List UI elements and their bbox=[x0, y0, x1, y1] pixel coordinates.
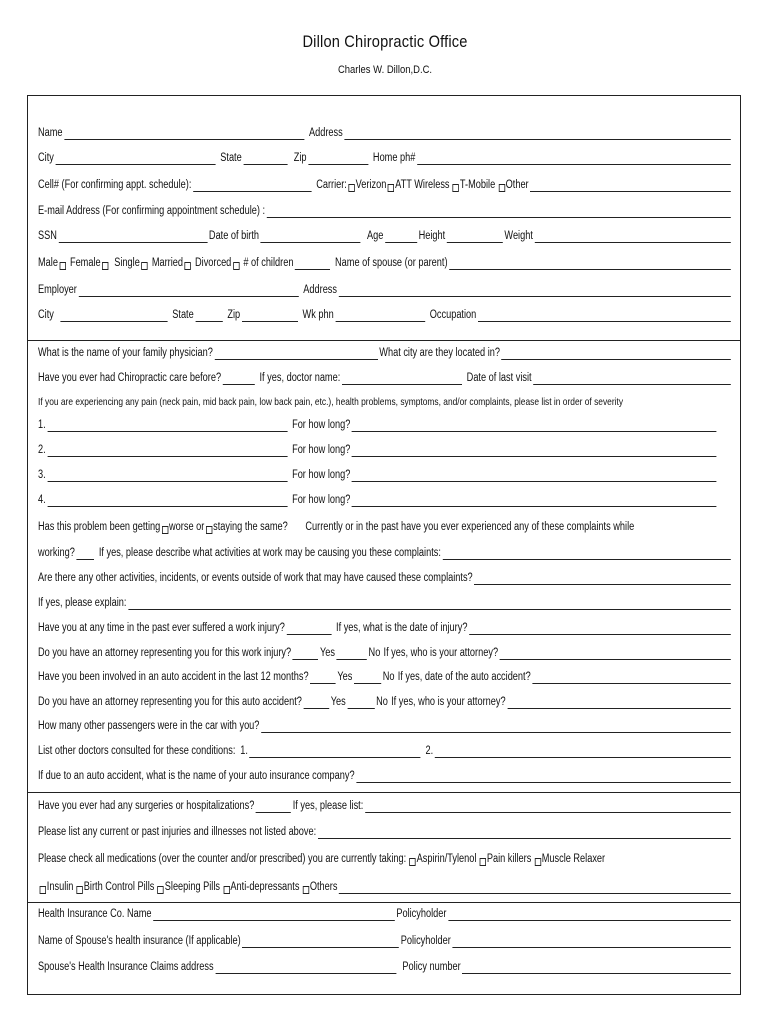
pain-instructions: If you are experiencing any pain (neck pain, mid back pain, low back pain, etc.), health problems, symptoms, and/or complaints, please list in order of severity bbox=[38, 396, 624, 408]
children-field[interactable] bbox=[295, 258, 330, 270]
complaint-1-field[interactable] bbox=[47, 420, 287, 432]
verizon-checkbox[interactable] bbox=[348, 184, 354, 192]
birth-control-checkbox[interactable] bbox=[77, 886, 83, 894]
label-working: working? bbox=[38, 547, 75, 559]
label-city: City bbox=[38, 152, 54, 164]
surgeries-list-field[interactable] bbox=[365, 801, 731, 813]
policy-number-field[interactable] bbox=[462, 962, 730, 974]
divider-2 bbox=[28, 792, 740, 793]
work-phone-field[interactable] bbox=[335, 310, 425, 322]
label-surgeries: Have you ever had any surgeries or hospitalizations? bbox=[38, 800, 255, 812]
dob-field[interactable] bbox=[261, 231, 361, 243]
who-attorney-work-field[interactable] bbox=[500, 648, 731, 660]
row-ssn-dob bbox=[38, 227, 732, 243]
row-explain bbox=[38, 594, 732, 610]
row-attorney-work bbox=[38, 644, 732, 660]
divorced-checkbox[interactable] bbox=[233, 262, 239, 270]
label-age: Age bbox=[367, 230, 384, 242]
form-title: Dillon Chiropractic Office bbox=[302, 32, 468, 51]
label-dob: Date of birth bbox=[208, 230, 260, 242]
label-physician-city: What city are they located in? bbox=[379, 347, 500, 359]
label-other-doctor-1: 1. bbox=[240, 745, 248, 757]
employer-city-field[interactable] bbox=[60, 310, 167, 322]
email-field[interactable] bbox=[267, 206, 731, 218]
complaint-3-field[interactable] bbox=[47, 470, 287, 482]
row-surgeries bbox=[38, 797, 732, 813]
label-other-doctor-2: 2. bbox=[425, 745, 434, 757]
label-female: Female bbox=[69, 257, 101, 269]
label-zip: Zip bbox=[293, 152, 307, 164]
label-medications: Please check all medications (over the counter and/or prescribed) you are currently taking: bbox=[38, 853, 407, 865]
label-explain: If yes, please explain: bbox=[38, 597, 127, 609]
label-att: ATT Wireless bbox=[395, 179, 450, 191]
label-passengers: How many other passengers were in the car with you? bbox=[38, 720, 260, 732]
form-subtitle: Charles W. Dillon,D.C. bbox=[337, 64, 433, 76]
antidepressants-checkbox[interactable] bbox=[223, 886, 229, 894]
same-checkbox[interactable] bbox=[206, 526, 212, 534]
label-married: Married bbox=[151, 257, 183, 269]
label-pain-killers: Pain killers bbox=[486, 853, 532, 865]
how-long-4-field[interactable] bbox=[352, 495, 716, 507]
label-employer-city: City bbox=[38, 309, 54, 321]
label-work-injury: Have you at any time in the past ever suffered a work injury? bbox=[38, 622, 285, 634]
attorney-auto-no-field[interactable] bbox=[347, 697, 374, 709]
row-complaint-2 bbox=[38, 441, 732, 457]
spouse-field[interactable] bbox=[449, 258, 730, 270]
label-how-long-2: For how long? bbox=[292, 444, 351, 456]
others-checkbox[interactable] bbox=[303, 886, 309, 894]
label-claims-address: Spouse's Health Insurance Claims address bbox=[38, 961, 214, 973]
aspirin-checkbox[interactable] bbox=[409, 858, 415, 866]
label-divorced: Divorced bbox=[195, 257, 232, 269]
row-spouse-insurance bbox=[38, 932, 732, 948]
label-aspirin: Aspirin/Tylenol bbox=[416, 853, 477, 865]
label-height: Height bbox=[418, 230, 446, 242]
physician-field[interactable] bbox=[214, 348, 377, 360]
weight-field[interactable] bbox=[535, 231, 731, 243]
auto-accident-yes-field[interactable] bbox=[310, 672, 336, 684]
row-other-activities bbox=[38, 569, 732, 585]
row-chiro-before bbox=[38, 369, 732, 385]
label-occupation: Occupation bbox=[429, 309, 477, 321]
label-attorney-auto-yes: Yes bbox=[330, 696, 346, 708]
label-children: # of children bbox=[243, 257, 294, 269]
policyholder-1-field[interactable] bbox=[448, 909, 730, 921]
label-complaint-4: 4. bbox=[38, 494, 46, 506]
tmobile-checkbox[interactable] bbox=[453, 184, 459, 192]
employer-address-field[interactable] bbox=[339, 285, 731, 297]
row-employer-city bbox=[38, 306, 732, 322]
married-checkbox[interactable] bbox=[185, 262, 191, 270]
label-sleeping-pills: Sleeping Pills bbox=[164, 881, 220, 893]
row-problem-getting bbox=[38, 518, 732, 534]
row-cell-carrier bbox=[38, 176, 732, 192]
label-complaint-2: 2. bbox=[38, 444, 46, 456]
how-long-3-field[interactable] bbox=[352, 470, 716, 482]
policyholder-2-field[interactable] bbox=[452, 936, 730, 948]
label-currently-past: Currently or in the past have you ever experienced any of these complaints while bbox=[305, 521, 635, 533]
other-carrier-checkbox[interactable] bbox=[498, 184, 504, 192]
row-medications-2 bbox=[38, 878, 732, 894]
label-how-long-1: For how long? bbox=[292, 419, 351, 431]
row-claims-address bbox=[38, 958, 732, 974]
row-health-insurance bbox=[38, 905, 732, 921]
label-doctor-name: If yes, doctor name: bbox=[259, 372, 341, 384]
label-verizon: Verizon bbox=[355, 179, 387, 191]
label-ssn: SSN bbox=[38, 230, 57, 242]
cell-field[interactable] bbox=[193, 180, 311, 192]
spouse-insurance-field[interactable] bbox=[242, 936, 399, 948]
label-carrier: Carrier: bbox=[316, 179, 347, 191]
attorney-work-yes-field[interactable] bbox=[293, 648, 319, 660]
label-attorney-work: Do you have an attorney representing you for this work injury? bbox=[38, 647, 292, 659]
divider-1 bbox=[28, 340, 740, 341]
auto-accident-no-field[interactable] bbox=[354, 672, 381, 684]
state-field[interactable] bbox=[243, 153, 287, 165]
ssn-field[interactable] bbox=[59, 231, 208, 243]
zip-field[interactable] bbox=[308, 153, 368, 165]
divider-3 bbox=[28, 902, 740, 903]
row-injuries bbox=[38, 823, 732, 839]
label-other-activities: Are there any other activities, incidents, or events outside of work that may have caused these complaints? bbox=[38, 572, 473, 584]
row-pain-intro bbox=[38, 393, 732, 409]
address-field[interactable] bbox=[344, 128, 730, 140]
row-working bbox=[38, 544, 732, 560]
row-work-injury bbox=[38, 619, 732, 635]
label-name: Name bbox=[38, 127, 63, 139]
intake-form bbox=[27, 95, 741, 995]
complaint-4-field[interactable] bbox=[47, 495, 287, 507]
label-weight: Weight bbox=[504, 230, 533, 242]
label-employer-address: Address bbox=[303, 284, 338, 296]
insulin-checkbox[interactable] bbox=[40, 886, 46, 894]
label-health-insurance: Health Insurance Co. Name bbox=[38, 908, 152, 920]
label-work-activities: If yes, please describe what activities at work may be causing you these complaints: bbox=[98, 547, 441, 559]
label-complaint-3: 3. bbox=[38, 469, 46, 481]
label-others: Others bbox=[309, 881, 338, 893]
att-checkbox[interactable] bbox=[388, 184, 394, 192]
label-chiro-before: Have you ever had Chiropractic care before? bbox=[38, 372, 222, 384]
employer-state-field[interactable] bbox=[195, 310, 222, 322]
label-auto-accident-yes: Yes bbox=[337, 671, 353, 683]
label-attorney-work-no: No bbox=[368, 647, 381, 659]
label-employer-zip: Zip bbox=[227, 309, 241, 321]
label-who-attorney-work: If yes, who is your attorney? bbox=[383, 647, 499, 659]
working-field[interactable] bbox=[76, 548, 94, 560]
single-checkbox[interactable] bbox=[141, 262, 147, 270]
label-last-visit: Date of last visit bbox=[466, 372, 532, 384]
label-male: Male bbox=[38, 257, 58, 269]
sleeping-pills-checkbox[interactable] bbox=[158, 886, 164, 894]
other-doctor-1-field[interactable] bbox=[249, 746, 420, 758]
row-medications bbox=[38, 850, 732, 866]
label-policyholder-1: Policyholder bbox=[396, 908, 447, 920]
employer-field[interactable] bbox=[78, 285, 298, 297]
label-employer: Employer bbox=[38, 284, 77, 296]
complaint-2-field[interactable] bbox=[47, 445, 287, 457]
row-auto-insurance bbox=[38, 767, 732, 783]
age-field[interactable] bbox=[385, 231, 417, 243]
row-email bbox=[38, 202, 732, 218]
injury-date-field[interactable] bbox=[469, 623, 730, 635]
attorney-auto-yes-field[interactable] bbox=[304, 697, 330, 709]
how-long-1-field[interactable] bbox=[352, 420, 716, 432]
row-attorney-auto bbox=[38, 693, 732, 709]
label-employer-state: State bbox=[172, 309, 194, 321]
label-who-attorney-auto: If yes, who is your attorney? bbox=[391, 696, 506, 708]
row-auto-accident bbox=[38, 668, 732, 684]
label-please-list: If yes, please list: bbox=[292, 800, 364, 812]
label-spouse-insurance: Name of Spouse's health insurance (If applicable) bbox=[38, 935, 241, 947]
label-address: Address bbox=[308, 127, 343, 139]
passengers-field[interactable] bbox=[261, 721, 730, 733]
height-field[interactable] bbox=[447, 231, 503, 243]
label-auto-accident-no: No bbox=[382, 671, 395, 683]
label-problem-getting: Has this problem been getting bbox=[38, 521, 161, 533]
occupation-field[interactable] bbox=[478, 310, 731, 322]
label-wk-phn: Wk phn bbox=[302, 309, 334, 321]
row-other-doctors bbox=[38, 742, 732, 758]
label-staying-same: staying the same? bbox=[213, 521, 288, 533]
label-birth-control: Birth Control Pills bbox=[83, 881, 155, 893]
row-complaint-3 bbox=[38, 466, 732, 482]
auto-insurance-field[interactable] bbox=[356, 771, 730, 783]
row-city-state-zip bbox=[38, 149, 732, 165]
label-how-long-3: For how long? bbox=[292, 469, 351, 481]
label-worse-or: worse or bbox=[169, 521, 205, 533]
others-field[interactable] bbox=[339, 882, 730, 894]
label-email: E-mail Address (For confirming appointment schedule) : bbox=[38, 205, 266, 217]
label-how-long-4: For how long? bbox=[292, 494, 351, 506]
muscle-relaxer-checkbox[interactable] bbox=[535, 858, 541, 866]
row-marital bbox=[38, 254, 732, 270]
label-single: Single bbox=[114, 257, 140, 269]
attorney-work-no-field[interactable] bbox=[337, 648, 367, 660]
label-physician: What is the name of your family physician? bbox=[38, 347, 213, 359]
how-long-2-field[interactable] bbox=[352, 445, 716, 457]
row-complaint-4 bbox=[38, 491, 732, 507]
health-insurance-field[interactable] bbox=[153, 909, 395, 921]
label-home-ph: Home ph# bbox=[372, 152, 416, 164]
male-checkbox[interactable] bbox=[60, 262, 66, 270]
label-muscle-relaxer: Muscle Relaxer bbox=[541, 853, 606, 865]
label-antidepressants: Anti-depressants bbox=[230, 881, 300, 893]
label-cell: Cell# (For confirming appt. schedule): bbox=[38, 179, 192, 191]
worse-checkbox[interactable] bbox=[162, 526, 168, 534]
label-complaint-1: 1. bbox=[38, 419, 46, 431]
chiro-before-field[interactable] bbox=[223, 373, 255, 385]
row-complaint-1 bbox=[38, 416, 732, 432]
doctor-name-field[interactable] bbox=[342, 373, 462, 385]
label-spouse: Name of spouse (or parent) bbox=[335, 257, 448, 269]
label-insulin: Insulin bbox=[46, 881, 74, 893]
last-visit-field[interactable] bbox=[533, 373, 730, 385]
accident-date-field[interactable] bbox=[532, 672, 730, 684]
label-injuries: Please list any current or past injuries and illnesses not listed above: bbox=[38, 826, 317, 838]
other-doctor-2-field[interactable] bbox=[435, 746, 731, 758]
label-accident-date: If yes, date of the auto accident? bbox=[397, 671, 531, 683]
city-field[interactable] bbox=[55, 153, 215, 165]
label-other-carrier: Other bbox=[505, 179, 529, 191]
who-attorney-auto-field[interactable] bbox=[507, 697, 730, 709]
label-injury-date: If yes, what is the date of injury? bbox=[336, 622, 468, 634]
label-attorney-auto: Do you have an attorney representing you for this auto accident? bbox=[38, 696, 302, 708]
home-phone-field[interactable] bbox=[417, 153, 730, 165]
row-physician bbox=[38, 344, 732, 360]
label-attorney-work-yes: Yes bbox=[319, 647, 335, 659]
female-checkbox[interactable] bbox=[102, 262, 108, 270]
employer-zip-field[interactable] bbox=[242, 310, 298, 322]
pain-killers-checkbox[interactable] bbox=[480, 858, 486, 866]
label-auto-accident: Have you been involved in an auto accident in the last 12 months? bbox=[38, 671, 309, 683]
row-employer bbox=[38, 281, 732, 297]
label-attorney-auto-no: No bbox=[376, 696, 388, 708]
injuries-field[interactable] bbox=[318, 827, 731, 839]
label-policyholder-2: Policyholder bbox=[400, 935, 451, 947]
physician-city-field[interactable] bbox=[502, 348, 731, 360]
claims-address-field[interactable] bbox=[215, 962, 396, 974]
other-activities-field[interactable] bbox=[474, 573, 730, 585]
surgeries-field[interactable] bbox=[256, 801, 291, 813]
row-passengers bbox=[38, 717, 732, 733]
explain-field[interactable] bbox=[128, 598, 730, 610]
label-policy-number: Policy number bbox=[402, 961, 461, 973]
label-auto-insurance: If due to an auto accident, what is the name of your auto insurance company? bbox=[38, 770, 355, 782]
work-activities-field[interactable] bbox=[443, 548, 731, 560]
other-carrier-field[interactable] bbox=[530, 180, 730, 192]
label-other-doctors: List other doctors consulted for these conditions: bbox=[38, 745, 236, 757]
work-injury-field[interactable] bbox=[286, 623, 331, 635]
label-tmobile: T-Mobile bbox=[459, 179, 496, 191]
name-field[interactable] bbox=[64, 128, 304, 140]
row-name-address bbox=[38, 124, 732, 140]
label-state: State bbox=[220, 152, 242, 164]
